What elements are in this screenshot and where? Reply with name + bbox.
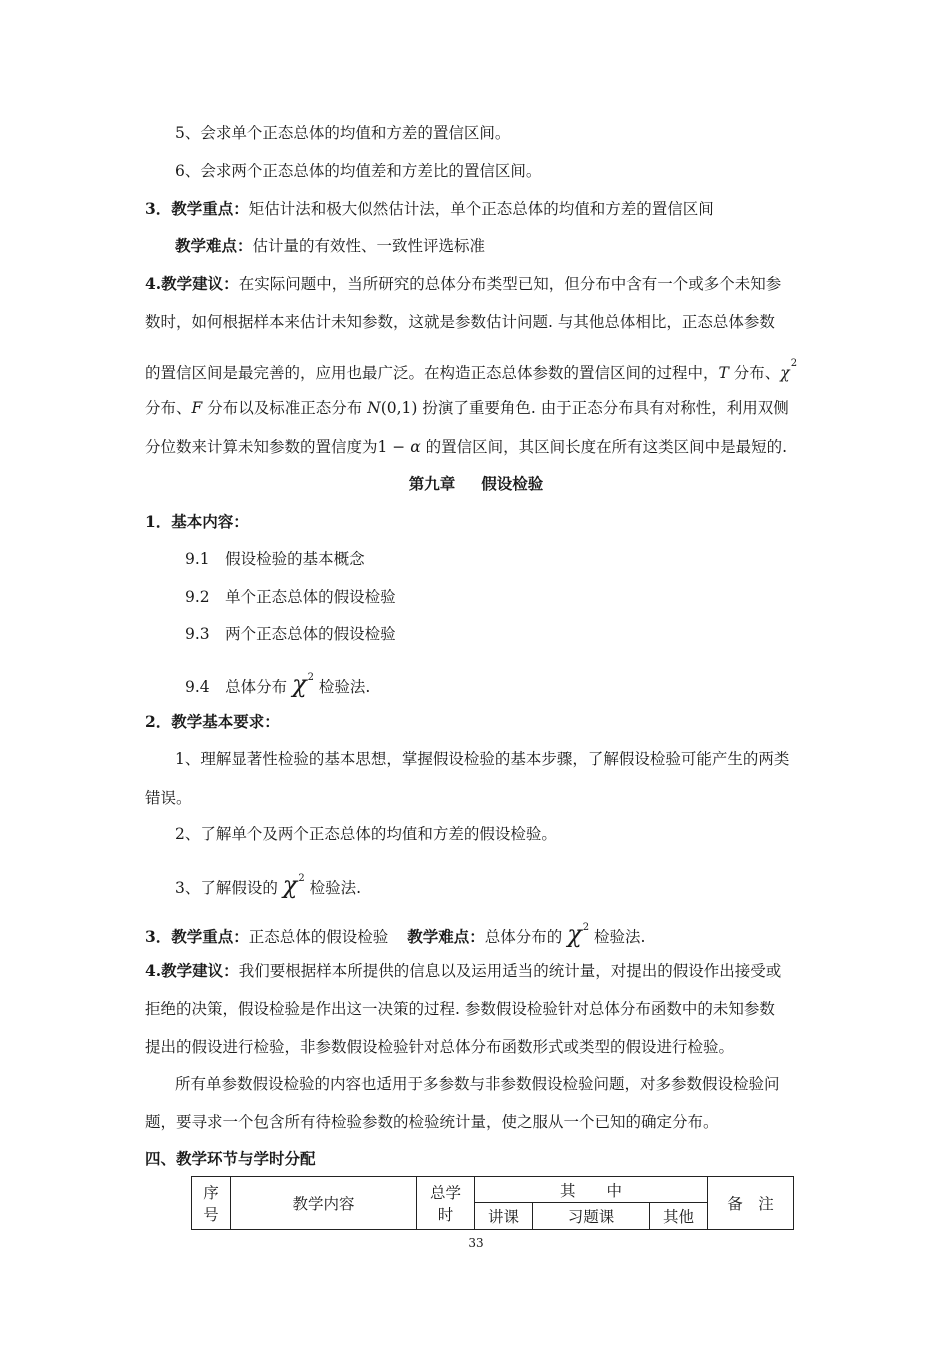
key-points-paragraph: [145, 198, 714, 220]
f-symbol: F: [191, 399, 203, 417]
requirement-item-6: 6、会求两个正态总体的均值差和方差比的置信区间。: [175, 162, 542, 180]
suggestion-line-3: 提出的假设进行检验，非参数假设检验针对总体分布函数形式或类型的假设进行检验。: [145, 1038, 735, 1056]
n-args: (0,1): [380, 399, 418, 417]
suggestion-line-1: [145, 960, 781, 982]
requirement-item-2: 2、了解单个及两个正态总体的均值和方差的假设检验。: [175, 825, 557, 843]
suggestion-text: 扮演了重要角色. 由于正态分布具有对称性，利用双侧: [417, 399, 789, 417]
requirement-item-1-cont: 错误。: [145, 789, 192, 807]
suggestion-line-3: [145, 353, 797, 384]
suggestion-line-1: [145, 273, 781, 295]
difficulty-label: 教学难点：: [407, 927, 485, 946]
topic-item: [185, 667, 370, 698]
alpha-symbol: α: [410, 438, 421, 456]
key-points-text: 矩估计法和极大似然估计法，单个正态总体的均值和方差的置信区间: [248, 200, 714, 218]
page-number: 33: [468, 1236, 484, 1250]
schedule-table: [191, 1176, 794, 1230]
topic-item: 9.2 单个正态总体的假设检验: [185, 588, 396, 606]
chi-exponent: 2: [307, 672, 314, 683]
suggestion-text: 在实际问题中，当所研究的总体分布类型已知，但分布中含有一个或多个未知参: [238, 275, 782, 293]
remark-header: 备 注: [708, 1177, 794, 1230]
difficulty-label: 教学难点：: [175, 236, 253, 255]
suggestion-line-5: 题，要寻求一个包含所有待检验参数的检验统计量，使之服从一个已知的确定分布。: [145, 1113, 719, 1131]
key-difficulty-paragraph: [145, 917, 645, 948]
suggestion-text: 的置信区间是最完善的，应用也最广泛。在构造正态总体参数的置信区间的过程中，: [145, 364, 719, 382]
difficulty-paragraph: [175, 235, 485, 257]
hours-header: 总学 时: [417, 1177, 475, 1230]
difficulty-text: 检验法.: [589, 928, 646, 946]
suggestion-text: 分布、: [145, 399, 192, 417]
chapter-number: 第九章: [408, 474, 456, 493]
suggestion-line-2: 拒绝的决策，假设检验是作出这一决策的过程. 参数假设检验针对总体分布函数中的未知参数: [145, 1000, 775, 1018]
suggestion-label: 4.教学建议：: [145, 961, 239, 980]
suggestion-line-4: [145, 397, 789, 419]
requirement-item-1: 1、理解显著性检验的基本思想，掌握假设检验的基本步骤，了解假设检验可能产生的两类: [175, 750, 790, 768]
topic-item: 9.1 假设检验的基本概念: [185, 550, 365, 568]
chi-symbol: χ: [567, 920, 582, 948]
chi-symbol: χ: [780, 364, 790, 382]
suggestion-label: 4.教学建议：: [145, 274, 239, 293]
chi-exponent: 2: [790, 358, 798, 369]
requirement-item-3: [175, 868, 361, 899]
topic-text: 检验法.: [314, 678, 371, 696]
chi-symbol: χ: [282, 871, 298, 899]
suggestion-text: 分布、: [728, 364, 781, 382]
chi-exponent: 2: [298, 873, 305, 884]
t-symbol: T: [718, 364, 729, 382]
lecture-header: 讲课: [475, 1203, 533, 1230]
suggestion-text: 我们要根据样本所提供的信息以及运用适当的统计量，对提出的假设作出接受或: [238, 962, 782, 980]
key-points-text: 正态总体的假设检验: [248, 928, 389, 946]
requirement-text: 检验法.: [304, 879, 362, 897]
difficulty-text: 总体分布的: [484, 928, 568, 946]
key-points-label: 3．教学重点：: [145, 199, 249, 218]
topic-item: 9.3 两个正态总体的假设检验: [185, 625, 396, 643]
chapter-heading: [0, 473, 952, 495]
suggestion-text: 分位数来计算未知参数的置信度为: [145, 438, 378, 456]
exercise-header: 习题课: [533, 1203, 650, 1230]
n-symbol: N: [367, 399, 381, 417]
confidence-expr: 1 −: [377, 438, 411, 456]
content-header: 教学内容: [231, 1177, 417, 1230]
difficulty-text: 估计量的有效性、一致性评选标准: [252, 237, 486, 255]
requirements-heading: 2．教学基本要求：: [145, 712, 280, 731]
suggestion-line-4: 所有单参数假设检验的内容也适用于多参数与非参数假设检验问题，对多参数假设检验问: [175, 1075, 780, 1093]
chi-symbol: χ: [292, 670, 307, 698]
seq-header: 序 号: [192, 1177, 231, 1230]
suggestion-text: 分布以及标准正态分布: [202, 399, 368, 417]
section-heading: 四、教学环节与学时分配: [145, 1149, 316, 1168]
suggestion-line-5: [145, 436, 787, 458]
topic-text: 9.4 总体分布: [185, 678, 293, 696]
chi-exponent: 2: [582, 922, 590, 933]
other-header: 其他: [650, 1203, 708, 1230]
key-points-label: 3．教学重点：: [145, 927, 249, 946]
basic-content-heading: 1．基本内容：: [145, 512, 249, 531]
requirement-text: 3、了解假设的: [175, 879, 283, 897]
among-header: 其 中: [475, 1177, 708, 1203]
requirement-item-5: 5、会求单个正态总体的均值和方差的置信区间。: [175, 124, 511, 142]
suggestion-line-2: 数时，如何根据样本来估计未知参数，这就是参数估计问题. 与其他总体相比，正态总体参数: [145, 313, 775, 331]
suggestion-text: 的置信区间，其区间长度在所有这类区间中是最短的.: [420, 438, 788, 456]
chapter-title: 假设检验: [481, 474, 544, 493]
